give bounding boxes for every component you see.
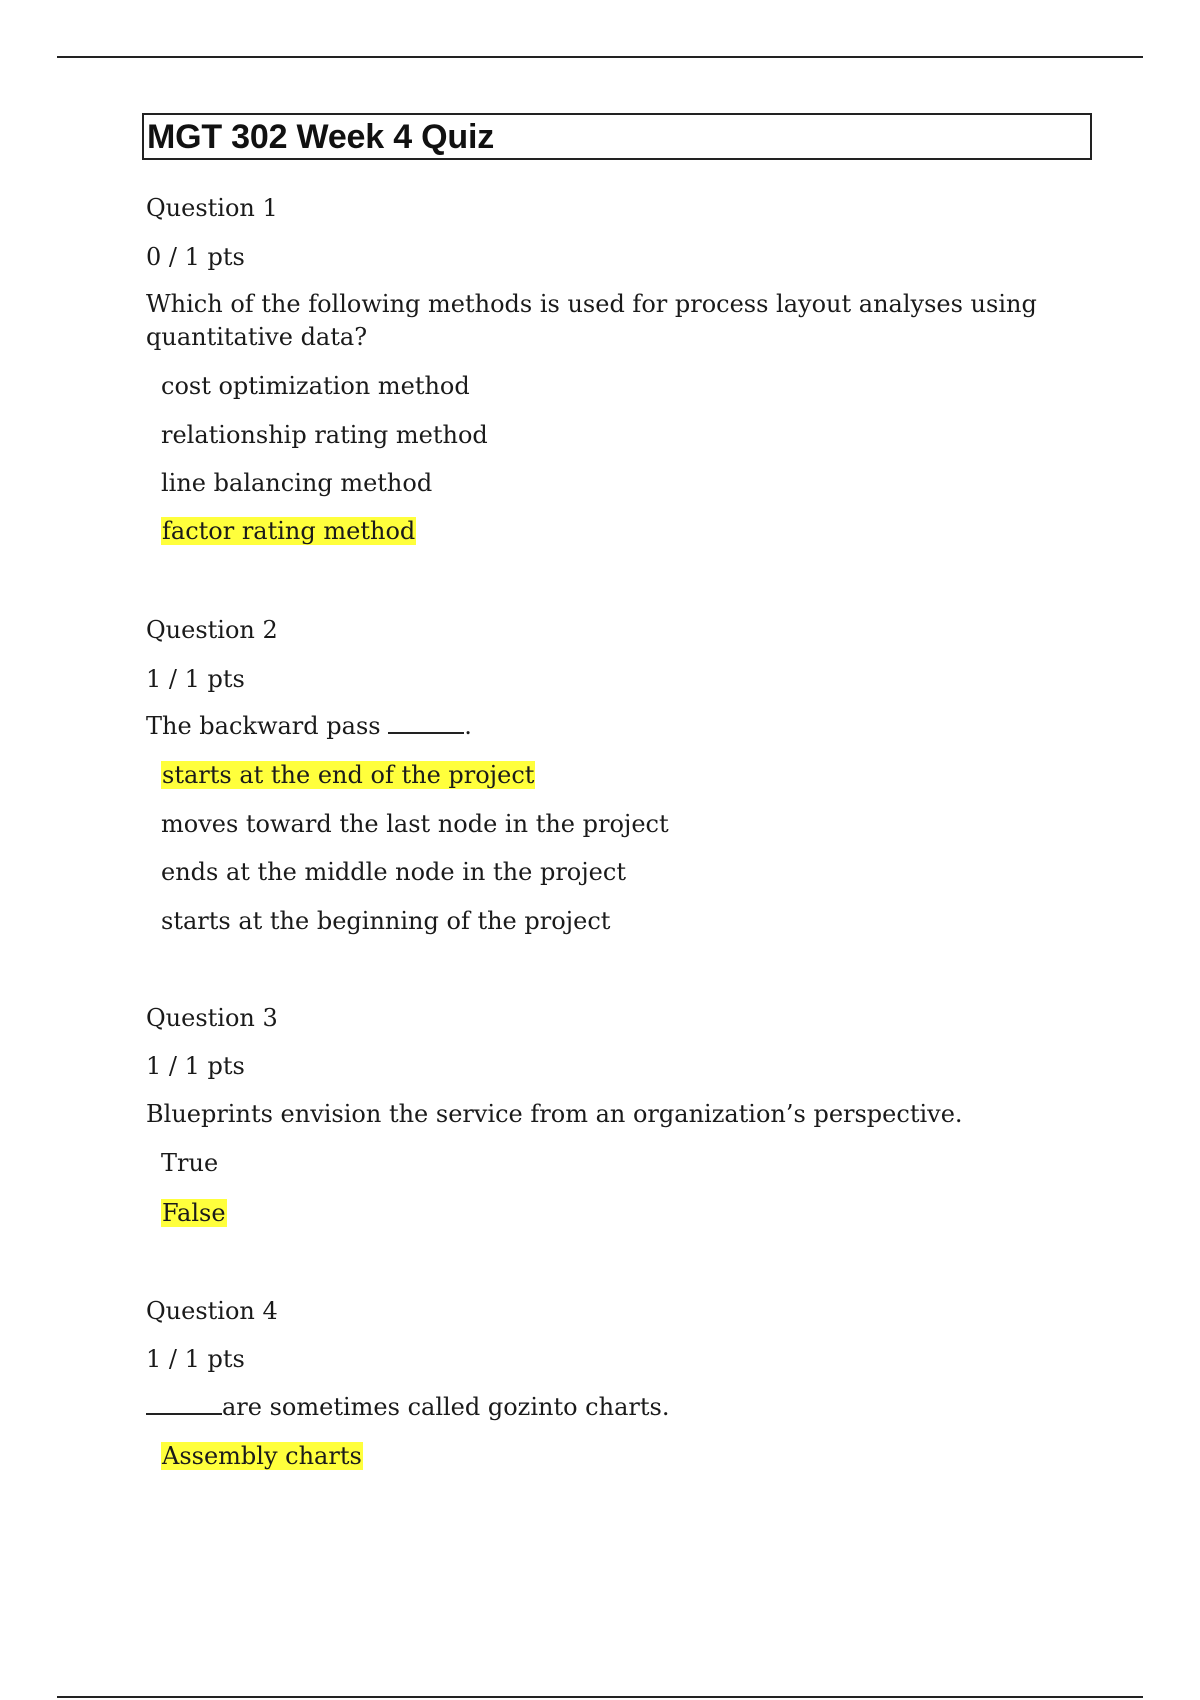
question-label: Question 1 — [146, 194, 278, 222]
answer-option-text: moves toward the last node in the project — [161, 810, 669, 838]
highlighted-answer: factor rating method — [162, 517, 416, 545]
answer-option-selected[interactable] — [161, 1198, 227, 1228]
question-label: Question 4 — [146, 1297, 278, 1325]
question-points: 1 / 1 pts — [146, 1052, 245, 1080]
question-text — [146, 1392, 669, 1422]
question-text-before: The backward pass — [146, 712, 381, 740]
answer-option[interactable] — [161, 809, 669, 839]
page-title: MGT 302 Week 4 Quiz — [147, 118, 495, 156]
question-points: 1 / 1 pts — [146, 1345, 245, 1373]
question-label: Question 3 — [146, 1004, 278, 1032]
answer-option-text: line balancing method — [161, 469, 433, 497]
answer-option[interactable] — [161, 1148, 218, 1178]
fill-in-blank — [146, 1393, 222, 1415]
bottom-divider — [57, 1696, 1143, 1698]
answer-option-text: starts at the beginning of the project — [161, 907, 611, 935]
answer-option[interactable] — [161, 906, 610, 936]
answer-option-selected[interactable] — [161, 760, 535, 790]
question-points: 1 / 1 pts — [146, 665, 245, 693]
fill-in-blank — [388, 712, 464, 734]
question-label: Question 2 — [146, 616, 278, 644]
answer-option[interactable] — [161, 468, 432, 498]
question-text-after: . — [464, 712, 472, 740]
highlighted-answer: starts at the end of the project — [162, 761, 535, 789]
title-box — [142, 113, 1092, 160]
answer-option-text: True — [161, 1149, 219, 1177]
answer-option[interactable] — [161, 857, 626, 887]
answer-option[interactable] — [161, 420, 488, 450]
question-text: Which of the following methods is used for process layout analyses using quantitative data? — [146, 290, 1037, 351]
answer-option-selected[interactable] — [161, 516, 416, 546]
highlighted-answer: False — [162, 1199, 226, 1227]
question-points: 0 / 1 pts — [146, 243, 245, 271]
question-text-after: are sometimes called gozinto charts. — [222, 1393, 670, 1421]
answer-option-text: ends at the middle node in the project — [161, 858, 626, 886]
answer-option-selected[interactable] — [161, 1441, 363, 1471]
answer-option-text: relationship rating method — [161, 421, 488, 449]
highlighted-answer: Assembly charts — [162, 1442, 362, 1470]
answer-option[interactable] — [161, 371, 470, 401]
top-divider — [57, 56, 1143, 58]
question-text — [146, 711, 472, 741]
answer-option-text: cost optimization method — [161, 372, 470, 400]
question-text: Blueprints envision the service from an organization’s perspective. — [146, 1100, 963, 1128]
